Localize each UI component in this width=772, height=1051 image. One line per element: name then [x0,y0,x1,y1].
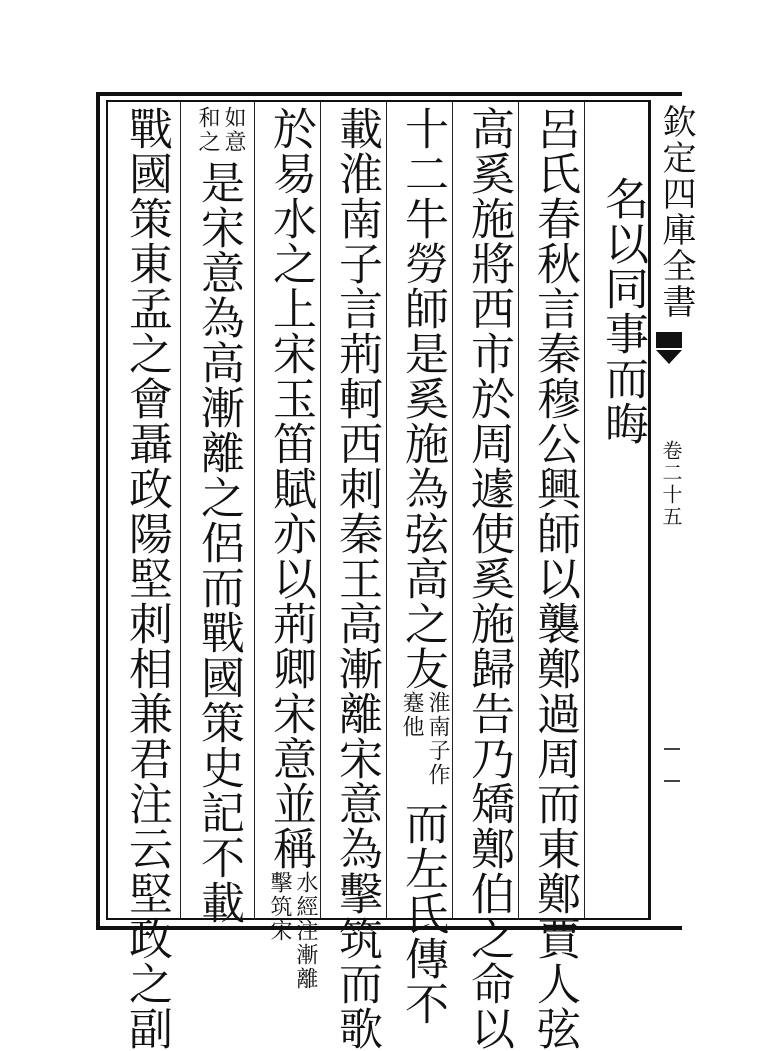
column-divider [386,102,387,918]
text-column-6 [262,106,318,991]
column-divider [254,102,255,918]
frame-inner-top-border [106,100,650,102]
column-text: 是宋意為高漸離之侶而戰國策史記不載 [193,160,244,925]
text-column-3 [460,106,516,1051]
column-divider [518,102,519,918]
column-text: 載淮南子言荊軻西刺秦王高漸離宋意為擊筑而歌 [331,106,382,1051]
fishtail-mark-icon [654,330,684,370]
interlinear-note: 水經注漸離擊筑宋 [267,871,318,991]
margin-volume-number: 卷二十五 [659,440,683,528]
text-column-7 [190,106,246,925]
interlinear-note: 淮南子作蹇他 [399,691,450,787]
margin-page-mark [664,748,680,782]
text-column-1 [594,176,650,982]
column-divider [584,102,585,918]
text-column-2 [526,106,582,1051]
column-text: 戰國策東孟之會聶政陽堅刺相兼君注云堅政之副 [121,106,172,1051]
interlinear-note: 如意和之 [195,106,246,154]
frame-left-border [96,92,100,930]
column-text: 呂氏春秋言秦穆公興師以襲鄭過周而東鄭賈人弦 [529,106,580,1051]
text-column-4 [394,106,450,1026]
text-column-8 [118,106,174,1051]
margin-book-title: 欽定四庫全書 [656,104,696,320]
column-text: 名以同事而晦 [597,176,648,446]
column-divider [320,102,321,918]
column-text: 高奚施將西市於周遽使奚施歸告乃矯鄭伯之命以 [463,106,514,1051]
frame-inner-left-border [106,100,108,920]
column-text: 於易水之上宋玉笛賦亦以荊卿宋意並稱 [265,106,316,871]
column-text: 而左氏傳不 [397,801,448,1026]
column-divider [180,102,181,918]
frame-top-border [96,92,682,96]
column-divider [452,102,453,918]
column-text: 十二牛勞師是奚施為弦高之友 [397,106,448,691]
text-column-5 [328,106,384,1051]
